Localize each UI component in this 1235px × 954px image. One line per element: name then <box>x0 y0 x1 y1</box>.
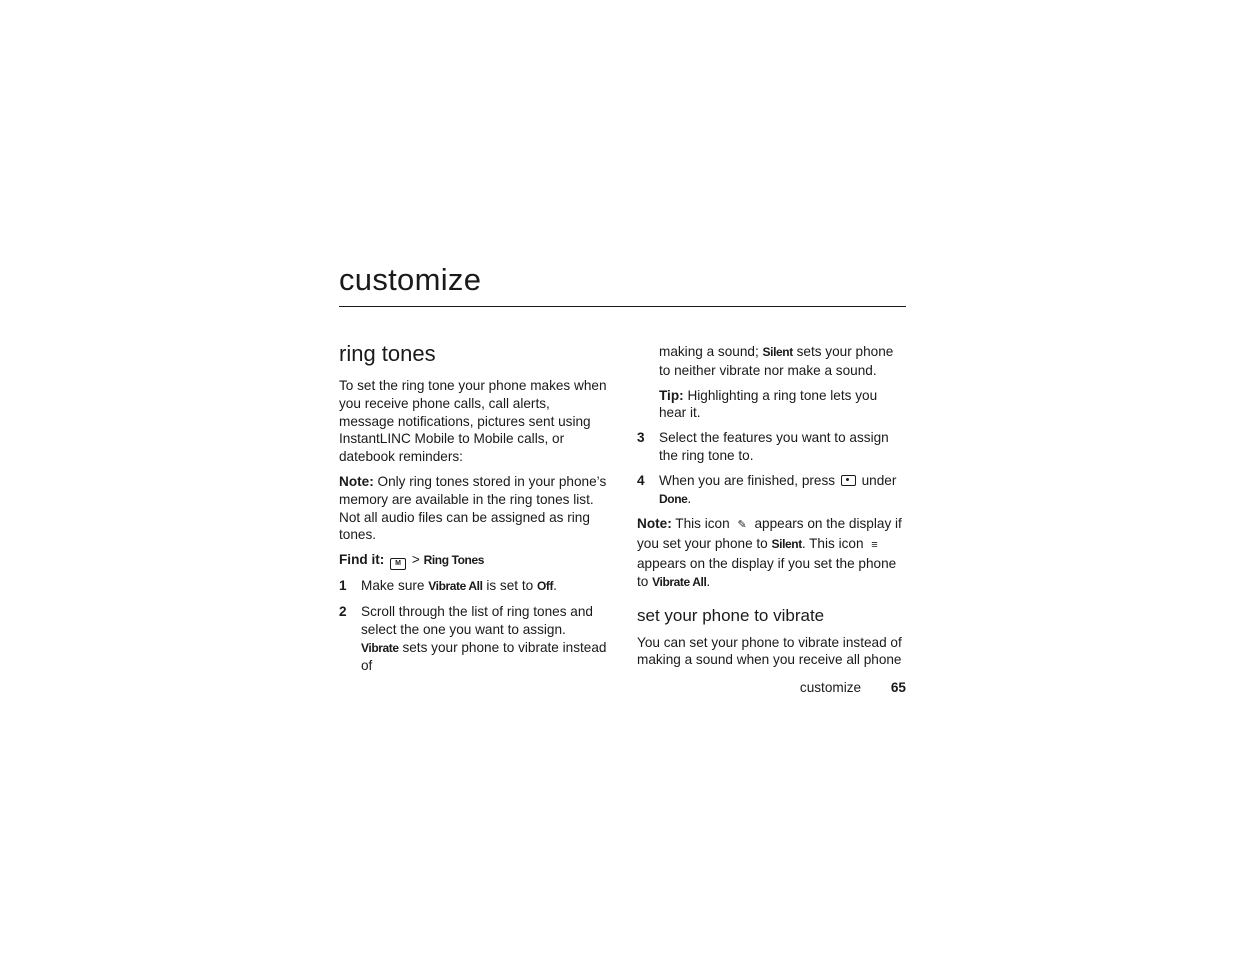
find-it-label: Find it: <box>339 552 385 568</box>
page-number: 65 <box>890 680 906 695</box>
ui-term-vibrate-all: Vibrate All <box>428 579 483 594</box>
note-text-part: appears on the display if you set the phone to <box>637 555 897 589</box>
step-text <box>361 577 607 596</box>
page-footer <box>800 680 906 695</box>
title-divider <box>339 306 906 307</box>
find-it-separator: > <box>408 552 424 568</box>
page-title: customize <box>339 262 482 297</box>
footer-section-label: customize <box>799 680 862 695</box>
find-it-path: Ring Tones <box>423 553 485 568</box>
note-text-part: appears on the display if you set your phone to <box>637 516 902 552</box>
note-label: Note: <box>339 473 374 489</box>
note-label: Note: <box>637 516 672 532</box>
center-select-key-icon <box>841 475 856 486</box>
ui-term-vibrate-all: Vibrate All <box>652 574 707 589</box>
right-column <box>637 343 905 676</box>
left-column <box>339 340 607 682</box>
step-number: 2 <box>339 603 347 619</box>
step-text-part: . <box>687 490 692 506</box>
ui-term-silent: Silent <box>762 345 793 359</box>
step-text-part: Make sure <box>361 578 429 594</box>
note-text-part: This icon <box>671 516 734 532</box>
step-number: 4 <box>637 472 645 488</box>
step-number: 1 <box>339 578 347 594</box>
step-text-part: is set to <box>482 578 537 594</box>
step-text-part: When you are finished, press <box>659 472 839 488</box>
step-4 <box>637 472 905 509</box>
note-text-part: . This icon <box>801 536 868 552</box>
step-text <box>361 603 607 675</box>
step-3 <box>637 429 905 465</box>
step-2-continued <box>659 343 905 380</box>
menu-key-icon: M <box>390 558 406 570</box>
ui-term-vibrate: Vibrate <box>361 640 399 655</box>
step-text: Select the features you want to assign the ring tone to. <box>659 430 889 463</box>
step-text-part: Scroll through the list of ring tones and select the one you want to assign. <box>361 603 593 637</box>
note-text-part: . <box>706 573 711 589</box>
ui-term-silent: Silent <box>771 537 802 552</box>
section-heading-ring-tones: ring tones <box>339 341 436 366</box>
step-text-part: under <box>857 472 897 488</box>
ui-term-done: Done <box>659 491 688 506</box>
step-text-part: making a sound; <box>659 344 763 359</box>
tip-label: Tip: <box>659 387 684 403</box>
step-text-part: sets your phone to neither vibrate nor make a sound. <box>659 344 894 378</box>
step-text-part: . <box>553 578 557 594</box>
note-icons-paragraph <box>637 515 905 591</box>
intro-text: To set the ring tone your phone makes when you receive phone calls, call alerts, message notifications, pictures sent using InstantLINC Mobile to Mobile calls, or datebook reminders: <box>339 378 607 465</box>
tip-paragraph <box>659 387 905 423</box>
vibrate-icon: ≡ <box>871 539 878 552</box>
step-2 <box>339 603 607 675</box>
step-text-part: sets your phone to vibrate instead of <box>361 639 607 674</box>
silent-bell-icon: ✎ <box>737 519 747 532</box>
step-number: 3 <box>637 430 645 446</box>
intro-paragraph <box>339 377 607 466</box>
note-paragraph <box>339 473 607 544</box>
step-text <box>659 472 905 509</box>
step-1 <box>339 577 607 596</box>
vibrate-paragraph <box>637 634 905 670</box>
find-it-line <box>339 551 607 570</box>
note-text: Only ring tones stored in your phone’s memory are available in the ring tones list. Not all audio files can be assigned as ring tones. <box>339 473 607 543</box>
vibrate-text: You can set your phone to vibrate instead of making a sound when you receive all phone <box>637 634 902 668</box>
sub-heading-vibrate: set your phone to vibrate <box>637 605 825 625</box>
tip-text: Highlighting a ring tone lets you hear it. <box>659 387 878 421</box>
ui-term-off: Off <box>536 579 554 594</box>
